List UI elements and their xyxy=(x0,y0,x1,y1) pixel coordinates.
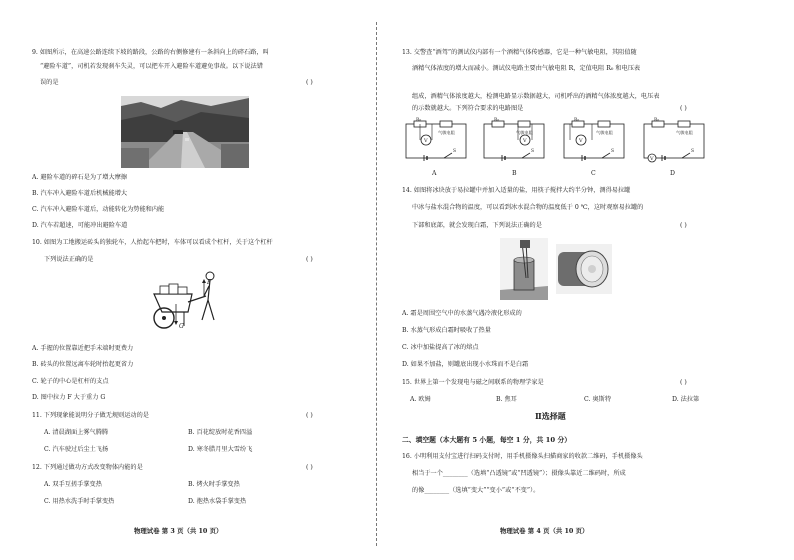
circuit-b-r0-label: R₀ xyxy=(494,118,500,123)
q12-option-b: B. 烤火时手掌变热 xyxy=(188,481,240,488)
q14-option-a: A. 霜是周围空气中的水蒸气遇冷液化形成的 xyxy=(402,310,522,317)
q10-answer-bracket: ( ) xyxy=(306,256,313,263)
circuit-a-switch-label: S xyxy=(453,149,457,154)
circuit-c-volt-label: V xyxy=(579,138,583,144)
circuit-b-volt-label: V xyxy=(523,138,527,144)
q11-line1: 11. 下列现象能说明分子做无规则运动的是 xyxy=(32,412,149,419)
q16-line1: 16. 小明利用支付宝进行扫码支付时，用手机摄像头扫描商家的收款二维码，手机摄像头 xyxy=(402,453,643,460)
circuit-a xyxy=(404,120,468,164)
q14-option-b: B. 水蒸气形成白霜时吸收了热量 xyxy=(402,327,491,334)
q14-option-d: D. 如果不加盐，则罐底出现小水珠而不是白霜 xyxy=(402,361,529,368)
q15-option-d: D. 法拉第 xyxy=(672,396,700,403)
q10-line2: 下列说法正确的是 xyxy=(44,256,94,263)
force-label-f: F xyxy=(207,279,212,286)
circuit-d-volt-label: V xyxy=(650,156,654,162)
left-page xyxy=(0,0,374,560)
q10-option-a: A. 手握的位置靠近把手末端时更费力 xyxy=(32,345,134,352)
q13-answer-bracket: ( ) xyxy=(680,105,687,112)
circuit-b-gas-label: 气敏电阻 xyxy=(516,130,533,135)
section-2-title: 二、填空题（本大题有 5 小题，每空 1 分，共 10 分） xyxy=(402,436,572,444)
q12-answer-bracket: ( ) xyxy=(306,464,313,471)
q13-line4: 的示数就越大。下列符合要求的电路图是 xyxy=(412,105,524,112)
q9-line3: 误的是 xyxy=(40,79,59,86)
q11-option-a: A. 清晨湖面上雾气腾腾 xyxy=(44,429,109,436)
q9-highway-photo xyxy=(121,96,249,168)
q9-option-c: C. 汽车冲入避险车道后，动能转化为势能和内能 xyxy=(32,206,165,213)
circuit-c-label: C xyxy=(591,170,596,177)
q15-option-c: C. 奥斯特 xyxy=(584,396,612,403)
q11-option-c: C. 汽车驶过后尘土飞扬 xyxy=(44,446,109,453)
q13-line2: 酒精气体浓度的增大而减小。测试仪电路主要由气敏电阻 R，定值电阻 R₀ 和电压表 xyxy=(412,65,641,72)
circuit-c-r0-label: R₀ xyxy=(574,118,580,123)
page-divider xyxy=(376,22,377,546)
q14-line1: 14. 如图将冰块放于易拉罐中并加入适量的盐，用筷子搅拌大约半分钟，测得易拉罐 xyxy=(402,187,631,194)
q9-option-a: A. 避险车道的碎石是为了增大摩擦 xyxy=(32,174,128,181)
q15-answer-bracket: ( ) xyxy=(680,379,687,386)
q15-line1: 15. 世界上第一个发现电与磁之间联系的物理学家是 xyxy=(402,379,544,386)
circuit-a-label: A xyxy=(432,170,437,177)
q14-line2: 中冰与盐水混合物的温度，可以看到冰水混合物的温度低于 0 ℃，这时观察易拉罐的 xyxy=(412,204,644,211)
circuit-d-r0-label: R₀ xyxy=(654,118,660,123)
q10-option-b: B. 砖头的位置远离车轮时抬起更省力 xyxy=(32,361,134,368)
q9-answer-bracket: ( ) xyxy=(306,79,313,86)
part-ii-title: Ⅱ选择题 xyxy=(535,411,566,421)
right-page xyxy=(380,0,794,560)
q10-wheelbarrow-figure xyxy=(148,268,222,334)
circuit-b-switch-label: S xyxy=(531,149,535,154)
q14-option-c: C. 冰中加盐提高了冰的熔点 xyxy=(402,344,479,351)
q11-option-d: D. 寒冬腊月里大雪纷飞 xyxy=(188,446,253,453)
circuit-c-switch-label: S xyxy=(611,149,615,154)
q12-line1: 12. 下列通过做功方式改变物体内能的是 xyxy=(32,464,143,471)
circuit-a-gas-label: 气敏电阻 xyxy=(438,130,455,135)
circuit-d-gas-label: 气敏电阻 xyxy=(676,130,693,135)
right-page-footer: 物理试卷 第 4 页（共 10 页） xyxy=(500,527,589,535)
q11-option-b: B. 百花绽放时花香四溢 xyxy=(188,429,253,436)
circuit-b-label: B xyxy=(512,170,517,177)
circuit-a-volt-label: V xyxy=(424,138,428,144)
q15-option-a: A. 欧姆 xyxy=(410,396,431,403)
q10-option-d: D. 图中拉力 F 大于重力 G xyxy=(32,394,106,401)
q9-option-d: D. 汽车若超速，可能冲出避险车道 xyxy=(32,222,128,229)
circuit-b xyxy=(482,120,546,164)
q15-option-b: B. 焦耳 xyxy=(496,396,517,403)
q10-option-c: C. 轮子的中心是杠杆的支点 xyxy=(32,378,109,385)
circuit-c-gas-label: 气敏电阻 xyxy=(596,130,613,135)
circuit-c xyxy=(562,120,626,164)
q13-line1: 13. 交警查“酒驾”的测试仪内部有一个酒精气体传感器，它是一种气敏电阻，其阻值随 xyxy=(402,49,637,56)
q14-can-stirring-photo xyxy=(500,238,548,300)
q13-line3: 组成，酒精气体浓度越大，检测电路显示数据越大，司机呼出的酒精气体浓度越大，电压表 xyxy=(412,93,660,100)
q16-line3: 的像________（选填“变大”“变小”或“不变”）。 xyxy=(412,487,540,494)
q14-line3: 下部和底部，就会发现白霜，下列说法正确的是 xyxy=(412,222,542,229)
gravity-label-g: G xyxy=(179,323,184,330)
q12-option-d: D. 抱热水袋手掌变热 xyxy=(188,498,247,505)
q9-option-b: B. 汽车冲入避险车道后机械能增大 xyxy=(32,190,128,197)
q14-answer-bracket: ( ) xyxy=(680,222,687,229)
circuit-d-switch-label: S xyxy=(691,149,695,154)
q16-line2: 相当于一个________（选填“凸透镜”或“凹透镜”）；摄像头靠近二维码时，所成 xyxy=(412,470,626,477)
left-page-footer: 物理试卷 第 3 页（共 10 页） xyxy=(134,527,223,535)
q9-line2: “避险车道”，司机若发现刹车失灵，可以把车开入避险车道避免事故。以下说法错 xyxy=(40,63,263,70)
circuit-d-label: D xyxy=(670,170,675,177)
q10-line1: 10. 如图为工地搬运砖头的独轮车，人抬起车把时，车体可以看成个杠杆，关于这个杠杆 xyxy=(32,239,273,246)
q9-line1: 9. 如图所示，在高速公路连续下坡的路段，公路的右侧修建有一条斜向上的碎石路，叫 xyxy=(32,49,269,56)
q12-option-a: A. 双手互搓手掌变热 xyxy=(44,481,102,488)
q11-answer-bracket: ( ) xyxy=(306,412,313,419)
q12-option-c: C. 用热水洗手时手掌变热 xyxy=(44,498,115,505)
circuit-a-r0-label: R₀ xyxy=(416,118,422,123)
q14-can-bottom-photo xyxy=(556,244,612,294)
